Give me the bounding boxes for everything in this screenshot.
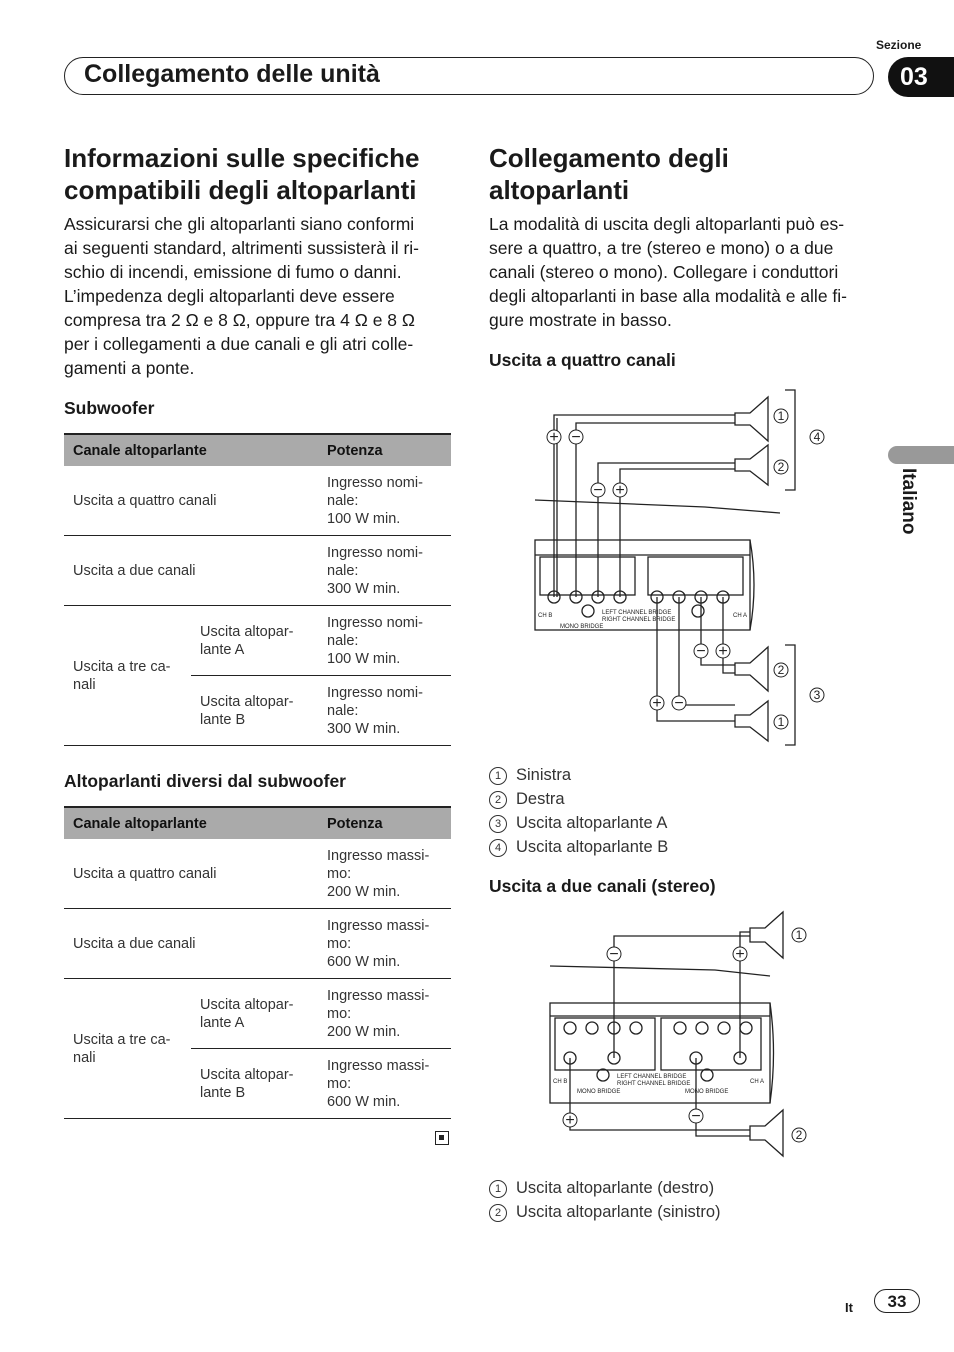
legend-item: 3 Uscita altoparlante A bbox=[489, 811, 668, 835]
channel-cell: Uscita a quattro canali bbox=[64, 466, 318, 536]
ch-b-label: CH B bbox=[538, 613, 553, 619]
subwoofer-table bbox=[64, 433, 451, 746]
table-row bbox=[64, 466, 451, 536]
plus-marker: + bbox=[735, 946, 745, 963]
power-cell: Ingresso massi- mo: 200 W min. bbox=[318, 839, 451, 909]
paragraph-line: degli altoparlanti in base alla modalità e alle fi- bbox=[489, 286, 847, 306]
four-channel-heading: Uscita a quattro canali bbox=[489, 350, 676, 370]
minus-marker: − bbox=[593, 482, 603, 499]
paragraph-line: ai seguenti standard, altrimenti sussisterà il ri- bbox=[64, 238, 420, 258]
power-cell: Ingresso massi- mo: 600 W min. bbox=[318, 1049, 451, 1119]
sub-channel-cell: Uscita altopar- lante B bbox=[191, 1049, 318, 1119]
two-channel-heading: Uscita a due canali (stereo) bbox=[489, 876, 716, 896]
minus-marker: − bbox=[674, 695, 684, 712]
paragraph-line: compresa tra 2 Ω e 8 Ω, oppure tra 4 Ω e 8 Ω bbox=[64, 310, 415, 330]
channel-cell: Uscita a quattro canali bbox=[64, 839, 318, 909]
table-row bbox=[64, 536, 451, 606]
two-channel-legend bbox=[489, 1176, 721, 1224]
paragraph-line: L’impedenza degli altoparlanti deve essere bbox=[64, 286, 395, 306]
plus-marker: + bbox=[615, 482, 625, 499]
plus-marker: + bbox=[652, 695, 662, 712]
table-row bbox=[64, 909, 451, 979]
minus-marker: − bbox=[696, 643, 706, 660]
ch-a-label: CH A bbox=[750, 1079, 765, 1085]
power-cell: Ingresso nomi- nale: 100 W min. bbox=[318, 466, 451, 536]
mono-bridge-label: MONO BRIDGE bbox=[577, 1089, 621, 1095]
minus-marker: − bbox=[571, 429, 581, 446]
right-bridge-label: RIGHT CHANNEL BRIDGE bbox=[602, 617, 676, 623]
callout-number: 1 bbox=[777, 715, 785, 729]
callout-number: 3 bbox=[813, 688, 821, 702]
channel-cell: Uscita a tre ca- nali bbox=[64, 979, 191, 1119]
subwoofer-heading: Subwoofer bbox=[64, 398, 155, 418]
paragraph-line: schio di incendi, emissione di fumo o danni. bbox=[64, 262, 402, 282]
right-title-line: altoparlanti bbox=[489, 175, 630, 205]
plus-marker: + bbox=[565, 1112, 575, 1129]
power-cell: Ingresso nomi- nale: 100 W min. bbox=[318, 606, 451, 676]
speaker-icon bbox=[735, 397, 768, 441]
speaker-icon bbox=[750, 912, 783, 958]
paragraph-line: gamenti a ponte. bbox=[64, 358, 195, 378]
paragraph-line: sere a quattro, a tre (stereo e mono) o a due bbox=[489, 238, 834, 258]
callout-number: 1 bbox=[795, 928, 803, 942]
ch-a-label: CH A bbox=[733, 613, 748, 619]
right-title-line: Collegamento degli bbox=[489, 143, 729, 173]
power-cell: Ingresso massi- mo: 200 W min. bbox=[318, 979, 451, 1049]
callout-number: 4 bbox=[813, 430, 821, 444]
plus-marker: + bbox=[718, 643, 728, 660]
power-cell: Ingresso nomi- nale: 300 W min. bbox=[318, 676, 451, 746]
section-number: 03 bbox=[888, 57, 954, 97]
speaker-icon bbox=[735, 647, 768, 691]
power-cell: Ingresso nomi- nale: 300 W min. bbox=[318, 536, 451, 606]
callout-number: 2 bbox=[795, 1128, 803, 1142]
other-speakers-table bbox=[64, 806, 451, 1119]
legend-item: 2 Destra bbox=[489, 787, 668, 811]
speaker-icon bbox=[750, 1110, 783, 1156]
other-speakers-heading: Altoparlanti diversi dal subwoofer bbox=[64, 771, 346, 791]
col-header-power: Potenza bbox=[318, 807, 451, 839]
two-channel-diagram bbox=[545, 908, 825, 1163]
channel-cell: Uscita a due canali bbox=[64, 909, 318, 979]
language-tab bbox=[888, 446, 954, 464]
left-bridge-label: LEFT CHANNEL BRIDGE bbox=[617, 1074, 687, 1080]
power-cell: Ingresso massi- mo: 600 W min. bbox=[318, 909, 451, 979]
language-label: Italiano bbox=[898, 468, 919, 535]
callout-number: 2 bbox=[777, 460, 785, 474]
paragraph-line: per i collegamenti a due canali e gli atri colle- bbox=[64, 334, 414, 354]
four-channel-diagram bbox=[530, 385, 840, 750]
minus-marker: − bbox=[691, 1108, 701, 1125]
table-row bbox=[64, 606, 451, 676]
left-title-line: Informazioni sulle specifiche bbox=[64, 143, 420, 173]
plus-marker: + bbox=[549, 429, 559, 446]
legend-item: 1 Sinistra bbox=[489, 763, 668, 787]
table-row bbox=[64, 979, 451, 1049]
left-title-line: compatibili degli altoparlanti bbox=[64, 175, 417, 205]
left-paragraph bbox=[64, 212, 459, 380]
mono-bridge-label: MONO BRIDGE bbox=[560, 624, 604, 630]
right-bridge-label: RIGHT CHANNEL BRIDGE bbox=[617, 1081, 691, 1087]
ch-b-label: CH B bbox=[553, 1079, 568, 1085]
section-label: Sezione bbox=[876, 38, 922, 52]
col-header-channel: Canale altoparlante bbox=[64, 434, 318, 466]
table-row bbox=[64, 839, 451, 909]
sub-channel-cell: Uscita altopar- lante B bbox=[191, 676, 318, 746]
left-bridge-label: LEFT CHANNEL BRIDGE bbox=[602, 610, 672, 616]
legend-item: 4 Uscita altoparlante B bbox=[489, 835, 668, 859]
paragraph-line: La modalità di uscita degli altoparlanti può es- bbox=[489, 214, 845, 234]
paragraph-line: canali (stereo o mono). Collegare i conduttori bbox=[489, 262, 839, 282]
right-title bbox=[489, 142, 729, 206]
channel-cell: Uscita a tre ca- nali bbox=[64, 606, 191, 746]
callout-number: 2 bbox=[777, 663, 785, 677]
speaker-icon bbox=[735, 445, 768, 485]
page-language: It bbox=[845, 1300, 853, 1315]
end-of-section-mark bbox=[435, 1131, 449, 1145]
right-paragraph bbox=[489, 212, 884, 332]
sub-channel-cell: Uscita altopar- lante A bbox=[191, 979, 318, 1049]
mono-bridge-label: MONO BRIDGE bbox=[685, 1089, 729, 1095]
page-number: 33 bbox=[874, 1289, 920, 1313]
col-header-channel: Canale altoparlante bbox=[64, 807, 318, 839]
four-channel-legend bbox=[489, 763, 668, 859]
paragraph-line: gure mostrate in basso. bbox=[489, 310, 672, 330]
channel-cell: Uscita a due canali bbox=[64, 536, 318, 606]
section-title: Collegamento delle unità bbox=[84, 60, 380, 88]
col-header-power: Potenza bbox=[318, 434, 451, 466]
legend-item: 2 Uscita altoparlante (sinistro) bbox=[489, 1200, 721, 1224]
speaker-icon bbox=[735, 701, 768, 741]
paragraph-line: Assicurarsi che gli altoparlanti siano conformi bbox=[64, 214, 415, 234]
callout-number: 1 bbox=[777, 409, 785, 423]
sub-channel-cell: Uscita altopar- lante A bbox=[191, 606, 318, 676]
minus-marker: − bbox=[609, 946, 619, 963]
left-title bbox=[64, 142, 419, 206]
legend-item: 1 Uscita altoparlante (destro) bbox=[489, 1176, 721, 1200]
